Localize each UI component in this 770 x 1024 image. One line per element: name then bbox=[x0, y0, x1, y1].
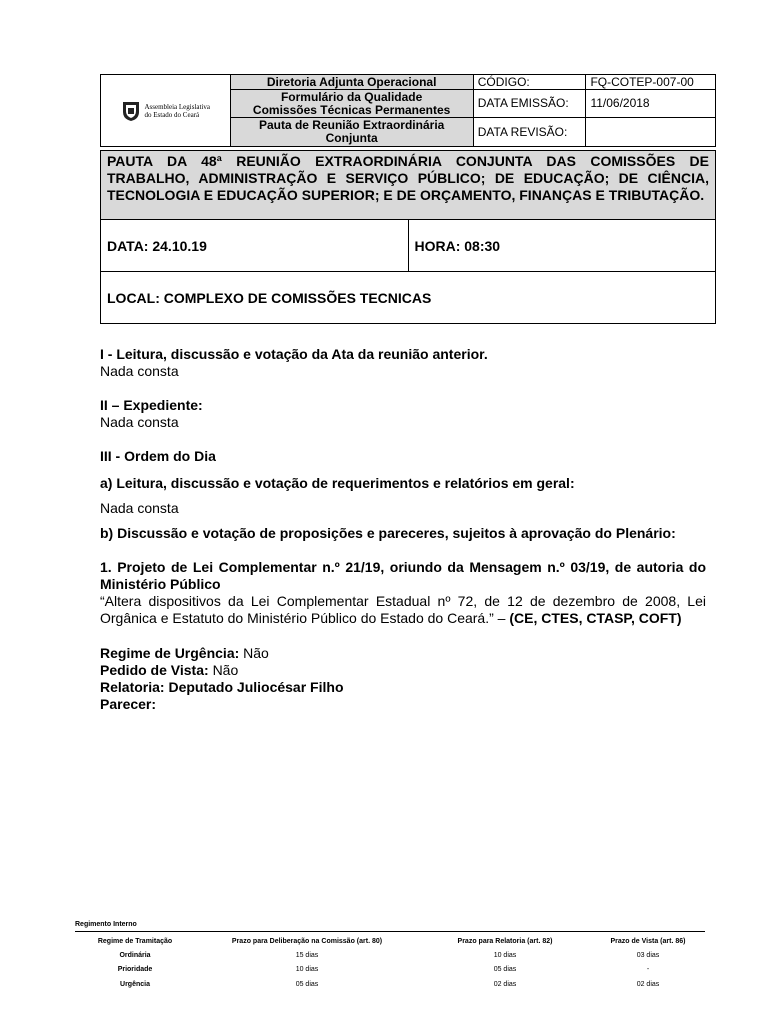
document-header-table bbox=[100, 74, 716, 147]
logo-line-1: Assembleia Legislativa bbox=[144, 102, 211, 111]
table-cell: 15 dias bbox=[295, 951, 319, 959]
assembly-coat-of-arms-icon bbox=[121, 100, 141, 122]
table-cell: - bbox=[646, 966, 650, 974]
revisao-label: DATA REVISÃO: bbox=[473, 118, 586, 147]
footer-col-header: Prazo para Deliberação na Comissão (art. 80) bbox=[231, 937, 383, 945]
assembly-logo-text bbox=[145, 103, 211, 119]
logo-cell bbox=[101, 75, 231, 147]
item2-text: Nada consta bbox=[100, 414, 179, 430]
table-row bbox=[75, 963, 705, 978]
footer-col-header: Prazo para Relatoria (art. 82) bbox=[457, 937, 553, 945]
urgencia-value: Não bbox=[243, 645, 269, 661]
parecer-line: Parecer: bbox=[100, 696, 157, 712]
codigo-label: CÓDIGO: bbox=[473, 75, 586, 90]
table-row bbox=[75, 977, 705, 992]
revisao-value bbox=[586, 118, 716, 147]
agenda-body bbox=[100, 346, 706, 713]
meeting-title: PAUTA DA 48ª REUNIÃO EXTRAORDINÁRIA CONJUNTA DAS COMISSÕES DE TRABALHO, ADMINISTRAÇÃO E SERVIÇO PÚBLICO; DE EDUCAÇÃO; DE CIÊNCIA, TECNOLOGIA E EDUCAÇÃO SUPERIOR; E DE ORÇAMENTO, FINANÇAS E TRIBUTAÇÃO. bbox=[101, 151, 716, 220]
project-heading: 1. Projeto de Lei Complementar n.º 21/19, oriundo da Mensagem n.º 03/19, de autoria do Ministério Público bbox=[100, 559, 706, 592]
form-cell bbox=[230, 90, 473, 118]
table-cell: Ordinária bbox=[119, 951, 151, 959]
item1-heading: I - Leitura, discussão e votação da Ata da reunião anterior. bbox=[100, 346, 488, 362]
table-cell: 10 dias bbox=[295, 966, 319, 974]
table-cell: Prioridade bbox=[117, 966, 153, 974]
emissao-label: DATA EMISSÃO: bbox=[473, 90, 586, 118]
table-cell: 02 dias bbox=[493, 980, 517, 988]
table-cell: 10 dias bbox=[493, 951, 517, 959]
item1-text: Nada consta bbox=[100, 363, 179, 379]
footer-title: Regimento Interno bbox=[75, 921, 137, 928]
vista-label: Pedido de Vista: bbox=[100, 662, 209, 678]
vista-line bbox=[100, 662, 706, 679]
table-row bbox=[75, 948, 705, 963]
footer-col-header: Regime de Tramitação bbox=[97, 937, 173, 945]
emissao-value: 11/06/2018 bbox=[586, 90, 716, 118]
urgencia-line bbox=[100, 645, 706, 662]
urgencia-label: Regime de Urgência: bbox=[100, 645, 240, 661]
table-cell: 05 dias bbox=[295, 980, 319, 988]
table-cell: 05 dias bbox=[493, 966, 517, 974]
table-cell: 02 dias bbox=[636, 980, 660, 988]
form-line-2: Comissões Técnicas Permanentes bbox=[252, 102, 451, 117]
item3a-heading: a) Leitura, discussão e votação de requerimentos e relatórios em geral: bbox=[100, 475, 575, 491]
vista-value: Não bbox=[212, 662, 239, 678]
dept-cell: Diretoria Adjunta Operacional bbox=[230, 75, 473, 90]
project-description bbox=[100, 593, 706, 627]
pauta-line-2: Conjunta bbox=[325, 131, 378, 145]
footer-divider bbox=[75, 931, 705, 932]
logo-line-2: do Estado do Ceará bbox=[144, 110, 200, 119]
table-cell: 03 dias bbox=[636, 951, 660, 959]
item3b-heading: b) Discussão e votação de proposições e pareceres, sujeitos à aprovação do Plenário: bbox=[100, 525, 676, 541]
table-cell: Urgência bbox=[120, 980, 150, 988]
footer-col-header: Prazo de Vista (art. 86) bbox=[610, 937, 686, 945]
meeting-time: HORA: 08:30 bbox=[408, 220, 716, 272]
project-committees: (CE, CTES, CTASP, COFT) bbox=[509, 610, 682, 626]
pauta-cell bbox=[230, 118, 473, 147]
meeting-info-table bbox=[100, 150, 716, 324]
meeting-date: DATA: 24.10.19 bbox=[101, 220, 409, 272]
form-line-1: Formulário da Qualidade bbox=[280, 89, 423, 104]
project-desc-text: “Altera dispositivos da Lei Complementar Estadual nº 72, de 12 de dezembro de 2008, Lei Orgânica e Estatuto do Ministério Público do Estado do Ceará.” – bbox=[100, 593, 706, 626]
relatoria-line: Relatoria: Deputado Juliocésar Filho bbox=[100, 679, 344, 695]
item2-heading: II – Expediente: bbox=[100, 397, 203, 413]
footer-deadlines-table bbox=[75, 934, 705, 992]
meeting-location: LOCAL: COMPLEXO DE COMISSÕES TECNICAS bbox=[101, 272, 716, 324]
item3-heading: III - Ordem do Dia bbox=[100, 448, 216, 464]
item3a-text: Nada consta bbox=[100, 500, 179, 516]
codigo-value: FQ-COTEP-007-00 bbox=[586, 75, 716, 90]
pauta-line-1: Pauta de Reunião Extraordinária bbox=[258, 118, 445, 132]
